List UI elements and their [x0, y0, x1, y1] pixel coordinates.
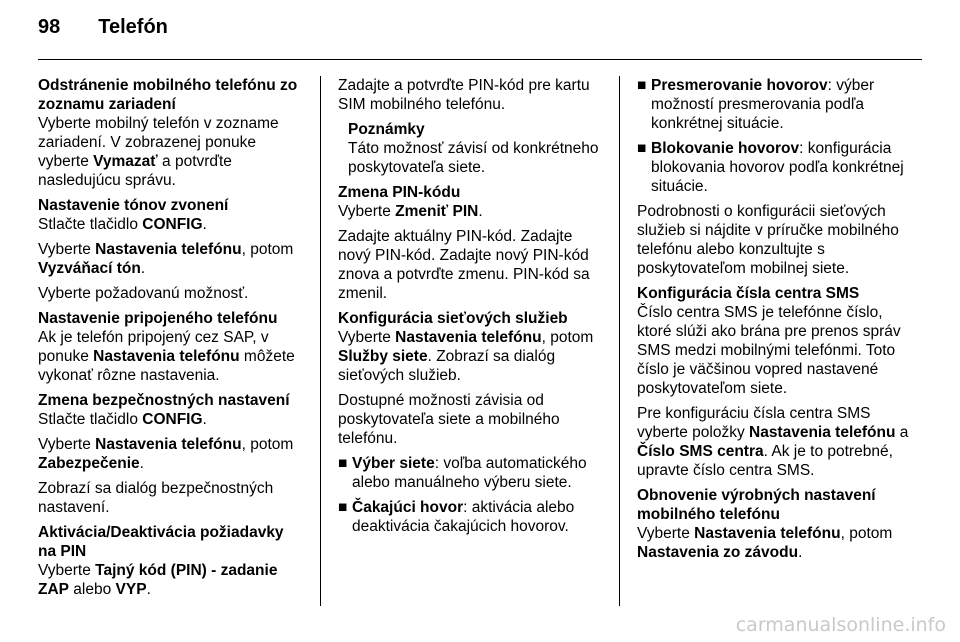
note-text: Táto možnosť závisí od konkrétneho poskytovateľa siete. [348, 140, 599, 176]
column-divider [320, 76, 321, 606]
list-item: ■ Presmerovanie hovorov: výber možností presmerovania podľa konkrétnej situácie. [637, 77, 875, 132]
section-heading: Odstránenie mobilného telefónu zo zoznamu zariadení [38, 77, 298, 113]
section-heading: Zmena bezpečnostných nastavení [38, 392, 290, 409]
section-heading: Aktivácia/Deaktivácia požiadavky na PIN [38, 524, 284, 560]
paragraph: Vyberte Nastavenia telefónu, potom Vyzváňací tón. [38, 241, 294, 277]
paragraph: Vyberte Nastavenia telefónu, potom Nastavenia zo závodu. [637, 525, 893, 561]
section-heading: Konfigurácia sieťových služieb [338, 310, 568, 327]
section-heading: Nastavenie tónov zvonení [38, 197, 229, 214]
paragraph: Vyberte Tajný kód (PIN) - zadanie ZAP alebo VYP. [38, 562, 278, 598]
paragraph: Vyberte Nastavenia telefónu, potom Služby siete. Zobrazí sa dialóg sieťových služieb. [338, 329, 594, 384]
column-2 [338, 76, 606, 542]
list-item: ■ Výber siete: voľba automatického alebo manuálneho výberu siete. [338, 455, 587, 491]
section-heading: Konfigurácia čísla centra SMS [637, 285, 860, 302]
header-rule [38, 59, 922, 60]
bullet-icon: ■ [637, 77, 647, 94]
bullet-icon: ■ [637, 140, 647, 157]
page-header [38, 16, 168, 39]
paragraph: Zadajte a potvrďte PIN-kód pre kartu SIM mobilného telefónu. [338, 77, 590, 113]
note-title: Poznámky [348, 121, 425, 138]
paragraph: Pre konfiguráciu čísla centra SMS vyberte položky Nastavenia telefónu a Číslo SMS centra. Ak je to potrebné, upravte číslo centra SMS. [637, 405, 909, 479]
paragraph: Stlačte tlačidlo CONFIG. [38, 411, 207, 428]
page-title: Telefón [98, 16, 168, 38]
column-divider [619, 76, 620, 606]
section-heading: Zmena PIN-kódu [338, 184, 461, 201]
watermark: carmanualsonline.info [735, 614, 946, 636]
paragraph: Ak je telefón pripojený cez SAP, v ponuke Nastavenia telefónu môžete vykonať rôzne nastavenia. [38, 329, 295, 384]
column-1 [38, 76, 304, 605]
list-item: ■ Čakajúci hovor: aktivácia alebo deaktivácia čakajúcich hovorov. [338, 499, 575, 535]
bullet-icon: ■ [338, 499, 348, 516]
paragraph: Podrobnosti o konfigurácii sieťových služieb si nájdite v príručke mobilného telefónu alebo konzultujte s poskytovateľom mobilnej siete. [637, 203, 899, 277]
paragraph: Vyberte Nastavenia telefónu, potom Zabezpečenie. [38, 436, 294, 472]
bullet-icon: ■ [338, 455, 348, 472]
paragraph: Vyberte Zmeniť PIN. [338, 203, 483, 220]
paragraph: Číslo centra SMS je telefónne číslo, ktoré slúži ako brána pre prenos správ SMS medzi mobilnými telefónmi. Toto číslo je väčšinou vopred nastavené poskytovateľom siete. [637, 304, 901, 397]
paragraph: Vyberte mobilný telefón v zozname zariadení. V zobrazenej ponuke vyberte Vymazať a potvrďte nasledujúcu správu. [38, 115, 279, 189]
paragraph: Zadajte aktuálny PIN-kód. Zadajte nový PIN-kód. Zadajte nový PIN-kód znova a potvrďte zmenu. PIN-kód sa zmenil. [338, 228, 590, 302]
paragraph: Vyberte požadovanú možnosť. [38, 285, 249, 302]
paragraph: Zobrazí sa dialóg bezpečnostných nastavení. [38, 480, 274, 516]
page-number: 98 [38, 16, 61, 38]
paragraph: Dostupné možnosti závisia od poskytovateľa siete a mobilného telefónu. [338, 392, 560, 447]
list-item: ■ Blokovanie hovorov: konfigurácia blokovania hovorov podľa konkrétnej situácie. [637, 140, 904, 195]
section-heading: Obnovenie výrobných nastavení mobilného telefónu [637, 487, 876, 523]
note-box [348, 120, 606, 177]
column-3 [637, 76, 909, 568]
paragraph: Stlačte tlačidlo CONFIG. [38, 216, 207, 233]
section-heading: Nastavenie pripojeného telefónu [38, 310, 278, 327]
